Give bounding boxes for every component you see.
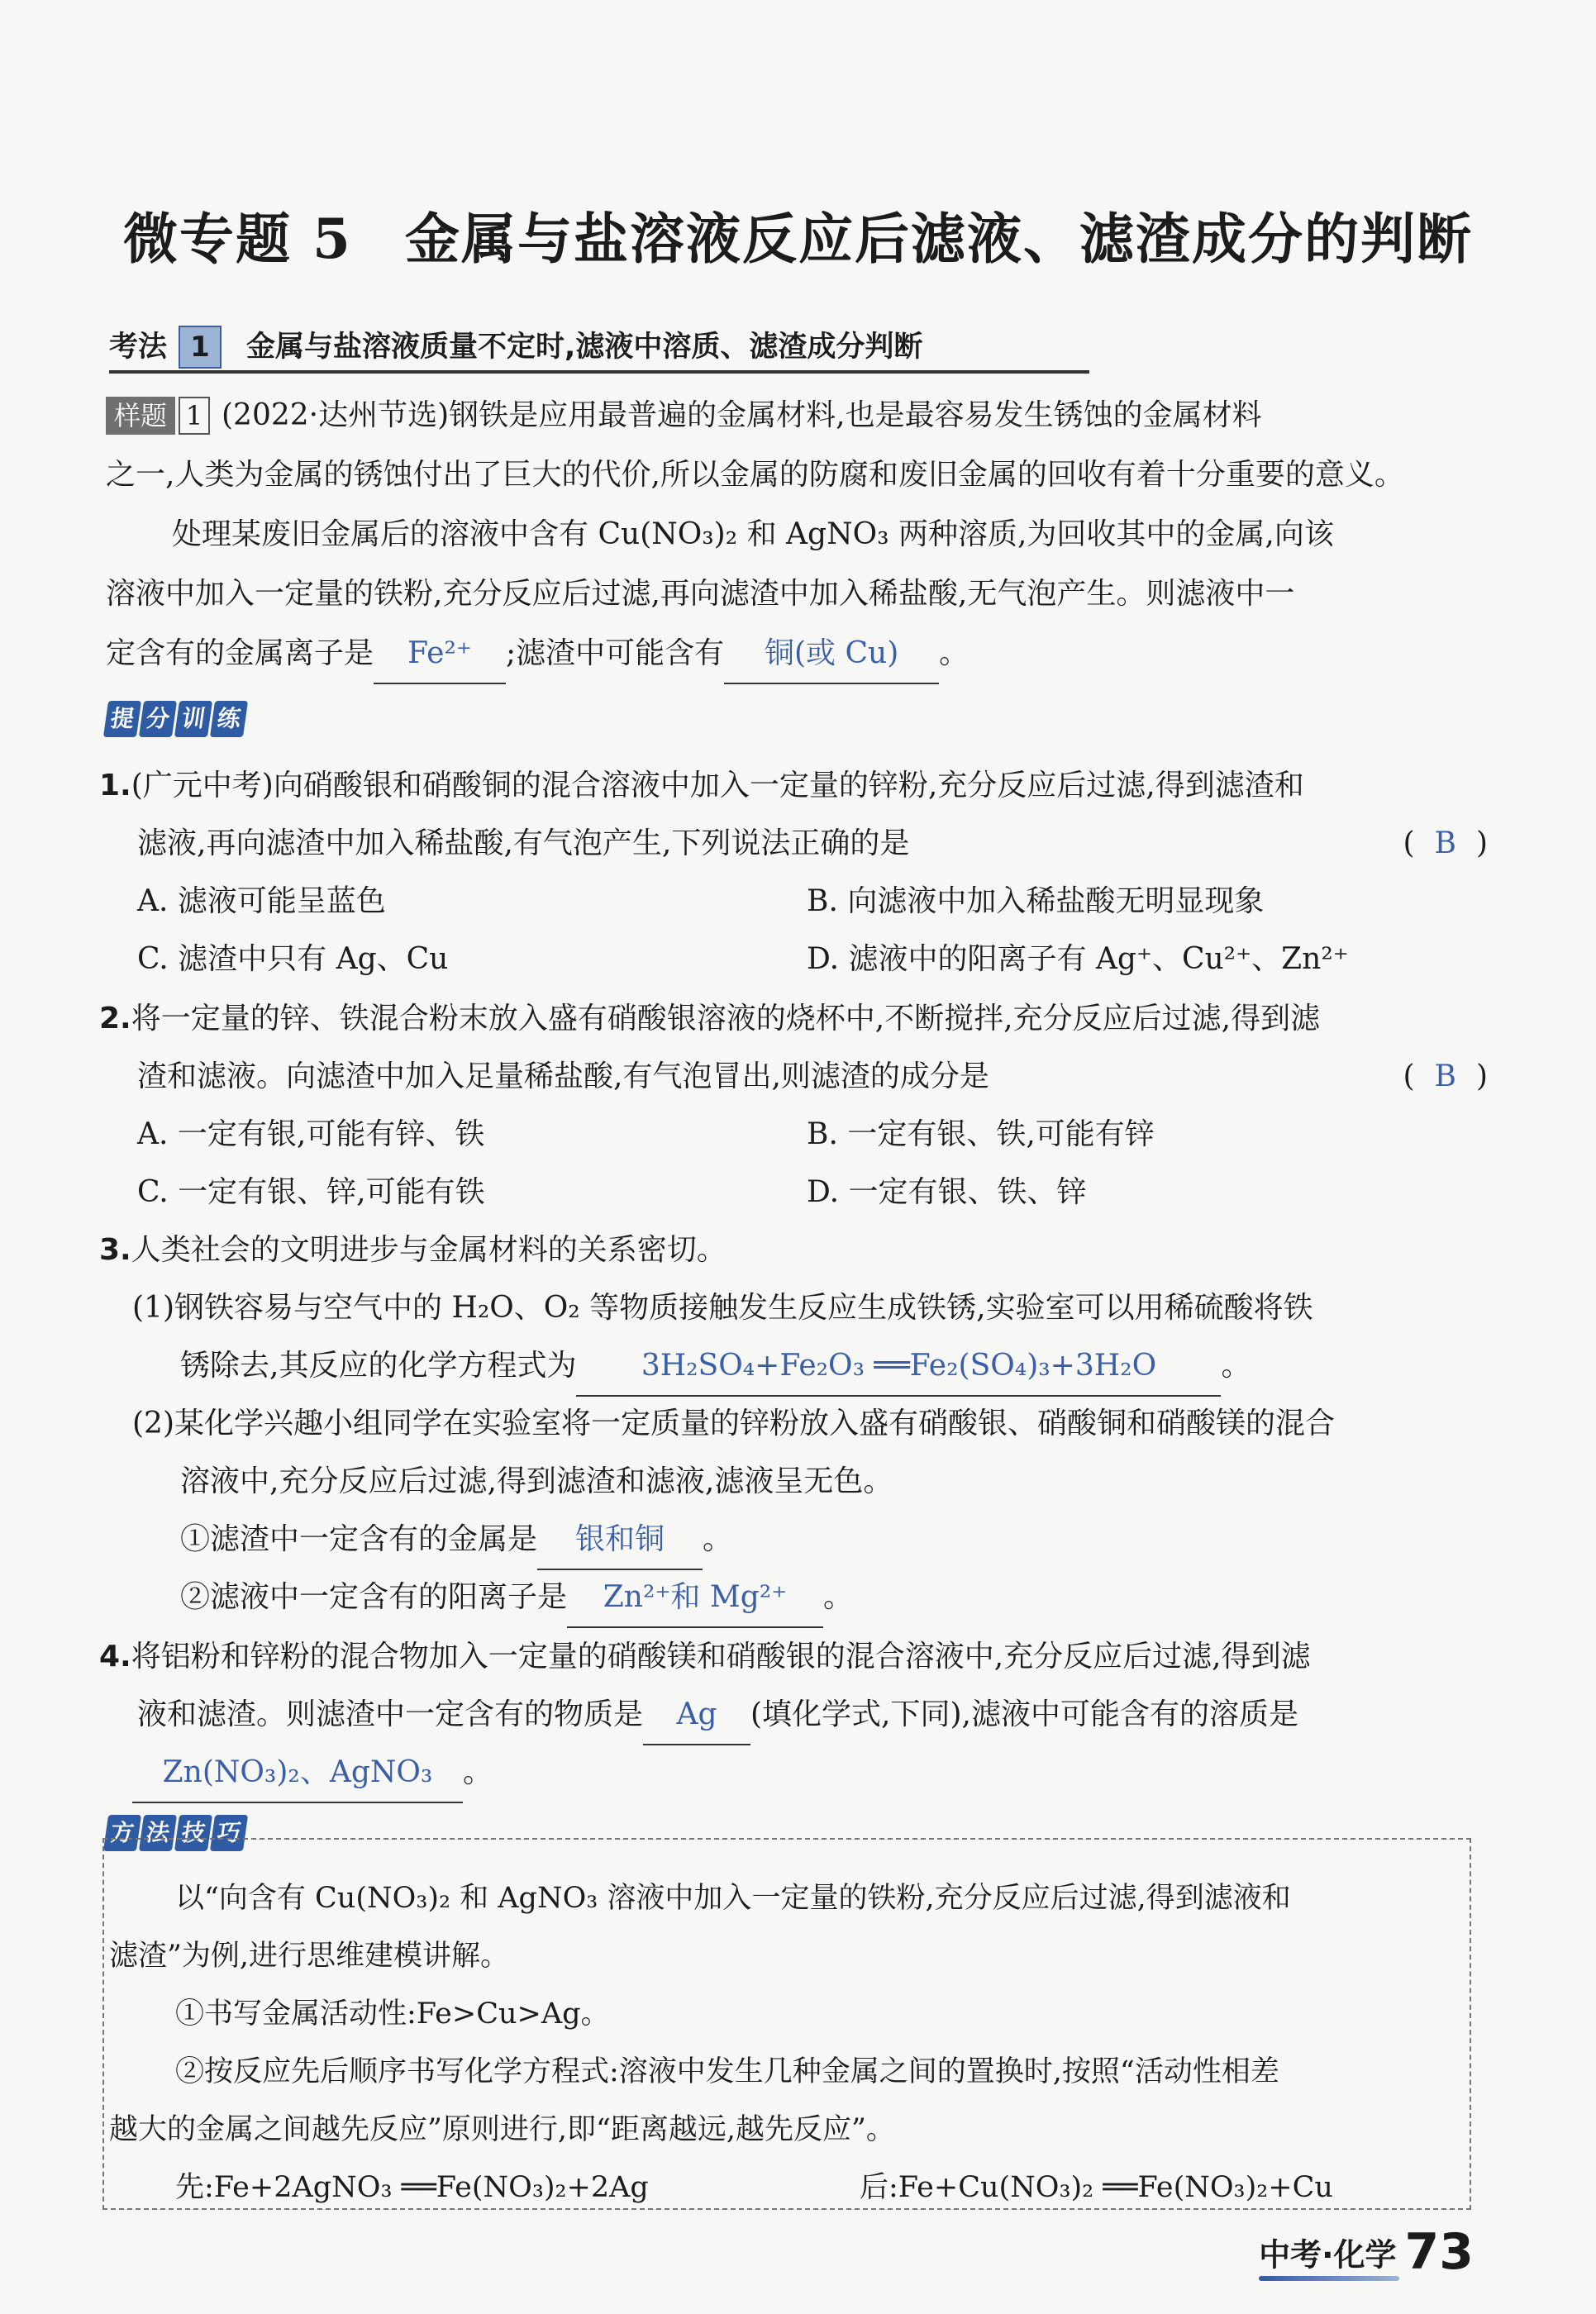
question-1-line-2: 滤液,再向滤渣中加入稀盐酸,有气泡产生,下列说法正确的是 ( B ) [99,815,1488,873]
question-3-sub-2: ②滤液中一定含有的阳离子是 Zn²⁺和 Mg²⁺ 。 [180,1569,1486,1628]
tips-line-4: ②按反应先后顺序书写化学方程式:溶液中发生几种金属之间的置换时,按照“活动性相差 [175,2055,1279,2088]
answer-blank: 3H₂SO₄+Fe₂O₃ ══Fe₂(SO₄)₃+3H₂O [576,1337,1221,1397]
option-a: A. 一定有银,可能有锌、铁 [137,1117,485,1151]
example-line-4: 溶液中加入一定量的铁粉,充分反应后过滤,再向滤渣中加入稀盐酸,无气泡产生。则滤液中一 [106,577,1295,611]
heading-underline [109,370,1089,374]
training-section-label: 提 分 训 练 [106,701,248,742]
question-4-line-3: Zn(NO₃)₂、AgNO₃ 。 [99,1744,1488,1803]
option-d: D. 一定有银、铁、锌 [807,1175,1087,1209]
question-3-part-1: (1)钢铁容易与空气中的 H₂O、O₂ 等物质接触发生反应生成铁锈,实验室可以用稀硫酸将铁 [132,1291,1313,1325]
option-c: C. 一定有银、锌,可能有铁 [137,1175,485,1209]
option-c: C. 滤渣中只有 Ag、Cu [137,942,449,976]
book-label: 中考·化学 [1259,2236,1397,2274]
tips-line-3: ①书写金属活动性:Fe>Cu>Ag。 [175,1997,610,2031]
answer-blank: Ag [643,1686,750,1745]
option-a: A. 滤液可能呈蓝色 [137,884,386,918]
equation-second: 后:Fe+Cu(NO₃)₂ ══Fe(NO₃)₂+Cu [860,2171,1333,2204]
question-3-part-1-line-2: 锈除去,其反应的化学方程式为 3H₂SO₄+Fe₂O₃ ══Fe₂(SO₄)₃+3H₂O 。 [180,1337,1486,1397]
page-number: 73 [1404,2223,1474,2281]
option-d: D. 滤液中的阳离子有 Ag⁺、Cu²⁺、Zn²⁺ [807,942,1349,976]
example-line-3: 处理某废旧金属后的溶液中含有 Cu(NO₃)₂ 和 AgNO₃ 两种溶质,为回收其中的金属,向该 [172,517,1334,551]
answer-bracket: ( B ) [1403,826,1488,860]
equation-first: 先:Fe+2AgNO₃ ══Fe(NO₃)₂+2Ag [175,2171,649,2204]
option-b: B. 向滤液中加入稀盐酸无明显现象 [807,884,1265,918]
question-3-sub-1: ①滤渣中一定含有的金属是 银和铜 。 [180,1511,1486,1570]
answer-blank: Fe²⁺ [374,625,506,684]
tips-section-label: 方 法 技 巧 [106,1815,248,1856]
title-text: 金属与盐溶液反应后滤液、滤渣成分的判断 [404,207,1473,271]
question-1: 1.(广元中考)向硝酸银和硝酸铜的混合溶液中加入一定量的锌粉,充分反应后过滤,得到滤渣和 [99,769,1304,802]
question-3-part-2: (2)某化学兴趣小组同学在实验室将一定质量的锌粉放入盛有硝酸银、硝酸铜和硝酸镁的混合 [132,1407,1335,1440]
answer-blank: 铜(或 Cu) [724,625,939,684]
title-number: 微专题 5 [123,207,352,271]
example-line-5: 定含有的金属离子是 Fe²⁺ ;滤渣中可能含有 铜(或 Cu) 。 [106,625,1478,684]
question-4: 4.将铝粉和锌粉的混合物加入一定量的硝酸镁和硝酸银的混合溶液中,充分反应后过滤,得到滤 [99,1640,1311,1674]
question-3-part-2-line-2: 溶液中,充分反应后过滤,得到滤渣和滤液,滤液呈无色。 [180,1464,893,1498]
question-3: 3.人类社会的文明进步与金属材料的关系密切。 [99,1233,727,1267]
option-b: B. 一定有银、铁,可能有锌 [807,1117,1155,1151]
page-footer [1259,2223,1474,2281]
page-title [0,195,1596,274]
footer-bar [1259,2276,1399,2281]
example-line-1: 样题 1 (2022·达州节选)钢铁是应用最普遍的金属材料,也是最容易发生锈蚀的金属材料 [106,387,1478,445]
question-2: 2.将一定量的锌、铁混合粉末放入盛有硝酸银溶液的烧杯中,不断搅拌,充分反应后过滤,得到滤 [99,1002,1321,1036]
question-4-line-2: 液和滤渣。则滤渣中一定含有的物质是 Ag (填化学式,下同),滤液中可能含有的溶质是 [99,1686,1488,1745]
method-heading [109,324,922,369]
method-tag: 考法 [109,331,168,364]
example-number: 1 [179,397,210,435]
tips-line-5: 越大的金属之间越先反应”原则进行,即“距离越远,越先反应”。 [109,2113,895,2146]
example-line-2: 之一,人类为金属的锈蚀付出了巨大的代价,所以金属的防腐和废旧金属的回收有着十分重要的意义。 [106,458,1404,492]
tips-line-1: 以“向含有 Cu(NO₃)₂ 和 AgNO₃ 溶液中加入一定量的铁粉,充分反应后过滤,得到滤液和 [175,1882,1291,1915]
answer-blank: Zn(NO₃)₂、AgNO₃ [132,1744,463,1803]
method-heading-text: 金属与盐溶液质量不定时,滤液中溶质、滤渣成分判断 [246,331,923,364]
example-tag: 样题 [106,397,175,435]
question-2-line-2: 渣和滤液。向滤渣中加入足量稀盐酸,有气泡冒出,则滤渣的成分是 ( B ) [99,1048,1488,1106]
method-number: 1 [179,326,222,369]
answer-blank: Zn²⁺和 Mg²⁺ [567,1569,823,1628]
answer-bracket: ( B ) [1403,1059,1488,1093]
answer-blank: 银和铜 [537,1511,703,1570]
tips-line-2: 滤渣”为例,进行思维建模讲解。 [109,1940,510,1973]
